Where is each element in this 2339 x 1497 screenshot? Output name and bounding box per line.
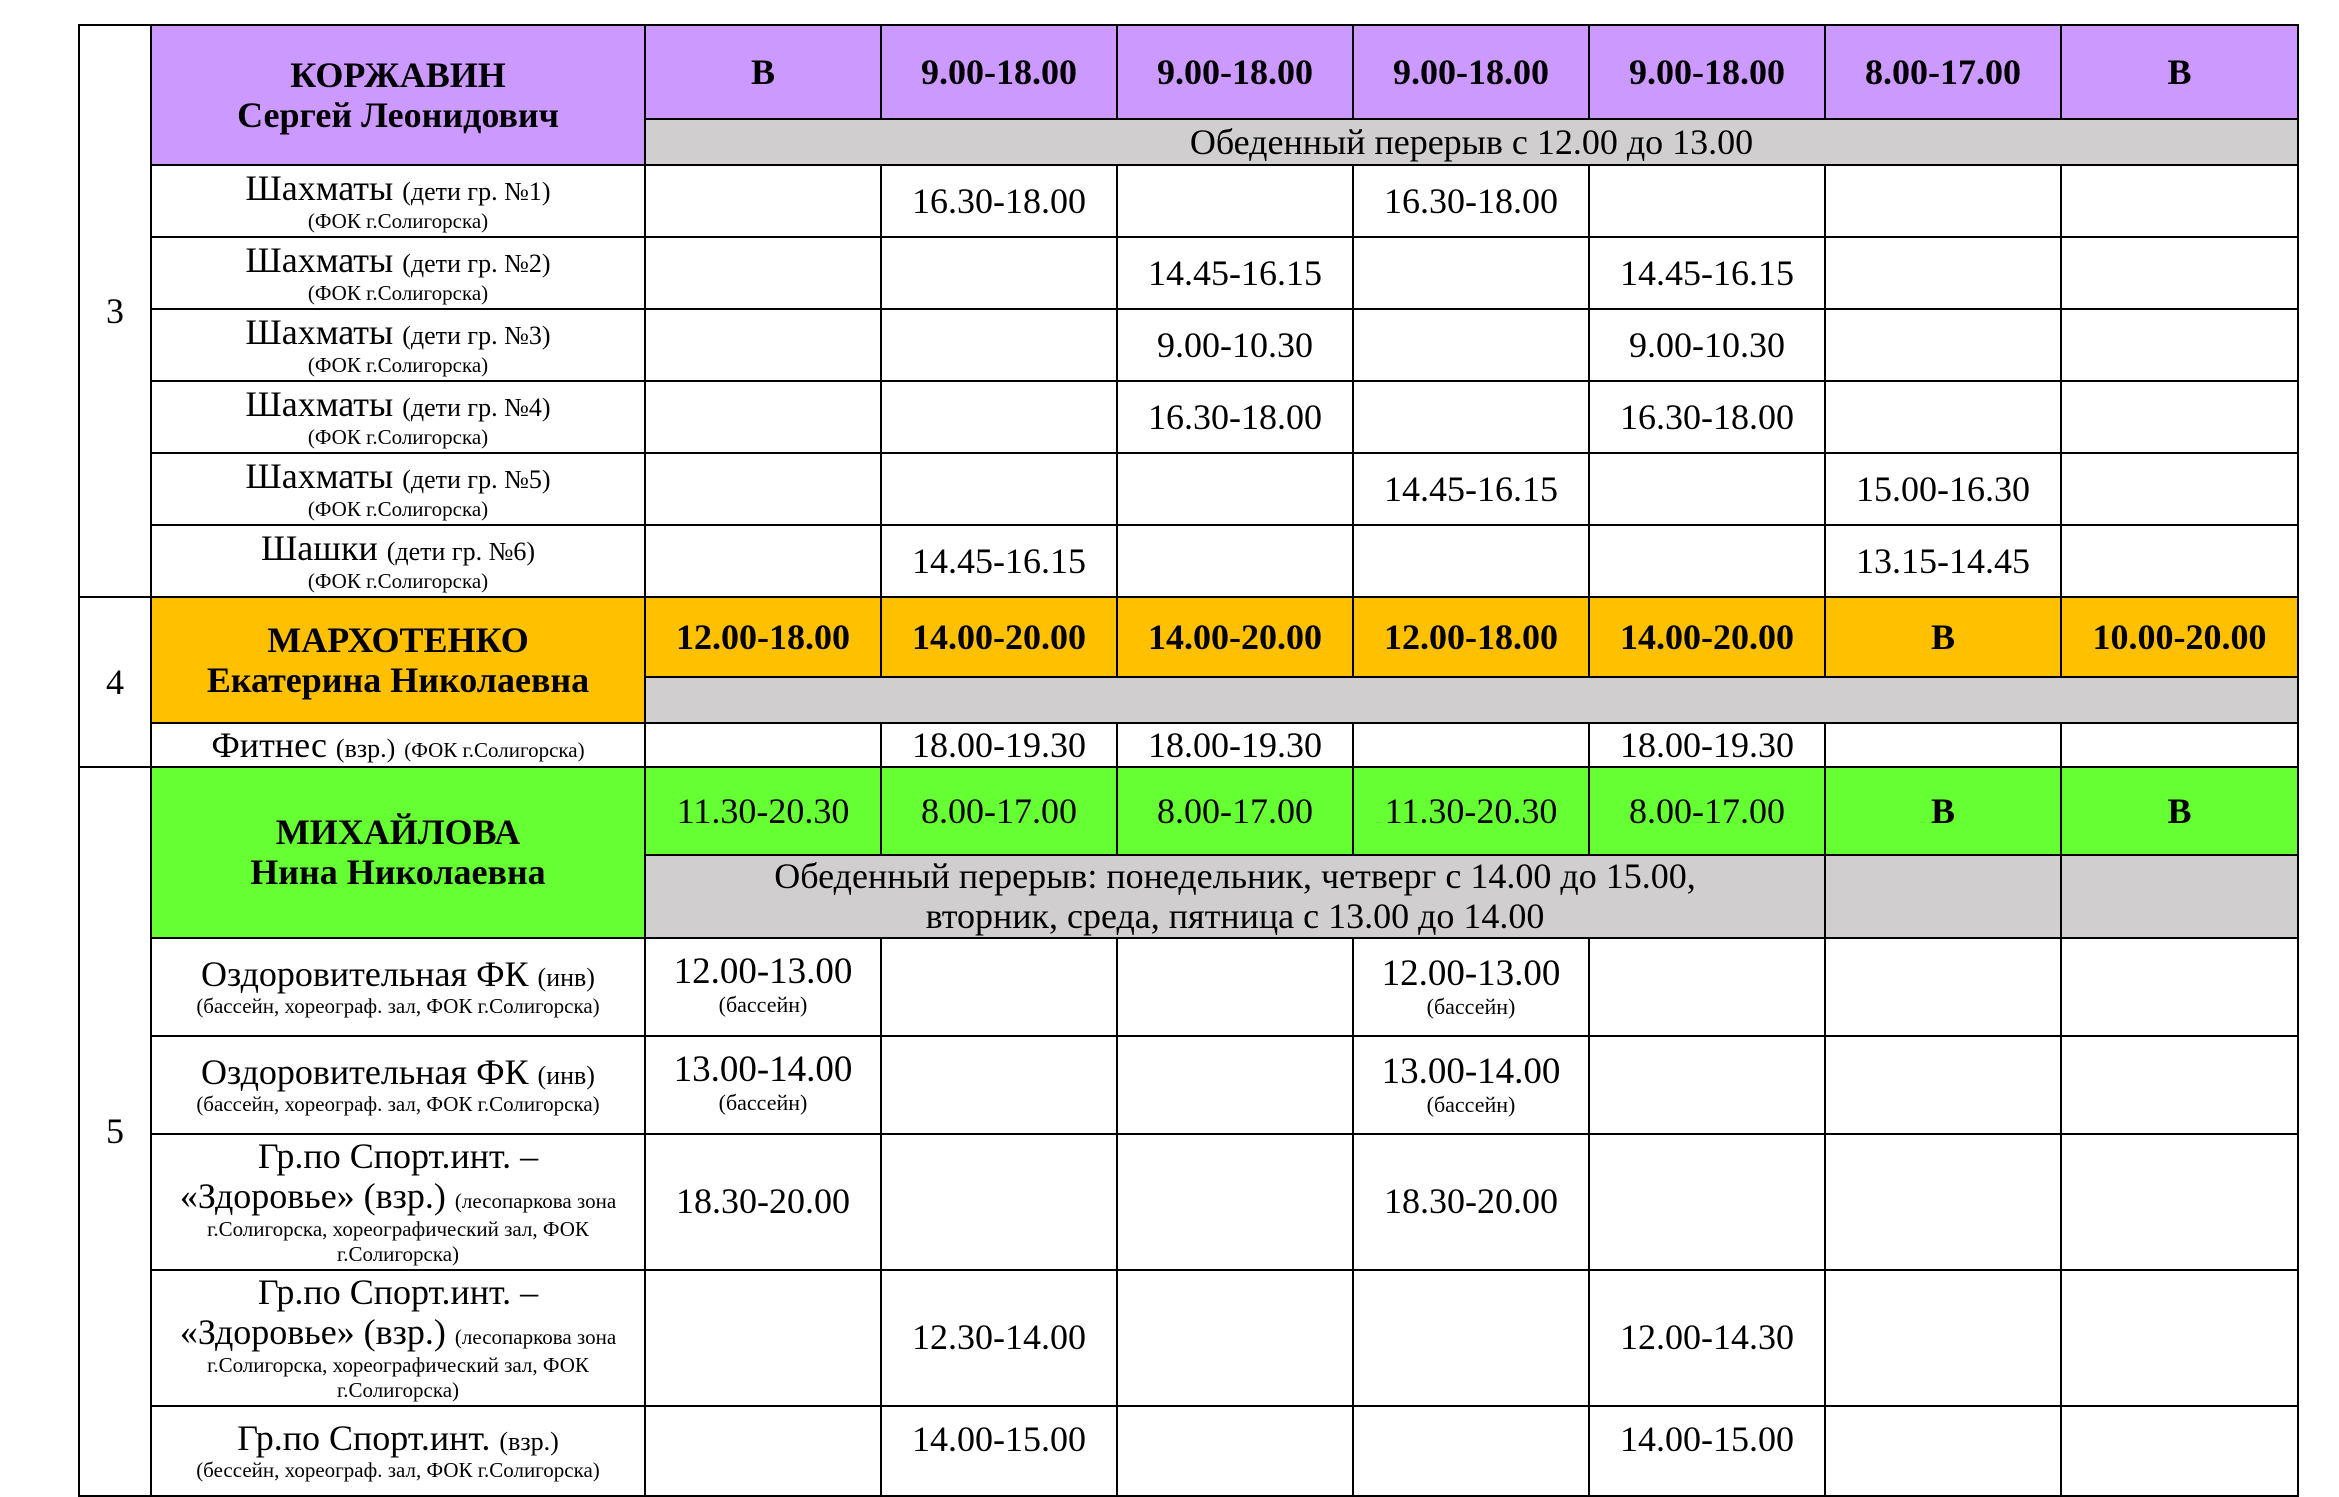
activity-title: Фитнес [211,724,327,765]
table-row [79,525,2298,597]
work-hours-cell: 11.30-20.30 [1353,767,1589,855]
time-cell [1117,938,1353,1036]
activity-location: г.Солигорска, хореографический зал, ФОК [207,1352,589,1377]
work-hours-cell: 14.00-20.00 [1589,597,1825,677]
activity-cell [151,1134,645,1270]
activity-cell [151,723,645,767]
activity-group: (дети гр. №2) [402,249,551,279]
time-cell [1117,1134,1353,1270]
work-hours-cell: 12.00-18.00 [645,597,881,677]
time-cell [1825,1270,2061,1406]
time-cell [645,938,881,1036]
time-cell [1589,165,1825,237]
lunch-break-note-line: Обеденный перерыв: понедельник, четверг с 14.00 до 15.00, [774,856,1696,896]
activity-location: г.Солигорска) [336,1241,460,1266]
time-place: (бассейн) [1426,1092,1516,1118]
time-cell: 13.15-14.45 [1825,525,2061,597]
time-cell: 15.00-16.30 [1825,453,2061,525]
time-cell [881,237,1117,309]
time-cell [645,309,881,381]
time-cell [1589,938,1825,1036]
time-cell [1353,525,1589,597]
activity-location: (ФОК г.Солигорска) [307,496,489,521]
time-place: (бассейн) [1426,994,1516,1020]
time-cell: 18.00-19.30 [1117,723,1353,767]
activity-cell [151,165,645,237]
time-cell: 14.45-16.15 [1589,237,1825,309]
time-cell [1825,1406,2061,1496]
work-hours-cell: 9.00-18.00 [1117,25,1353,119]
time-cell: 16.30-18.00 [881,165,1117,237]
table-row [79,1270,2298,1406]
time-cell [645,525,881,597]
activity-title: Гр.по Спорт.инт. [237,1417,491,1458]
time-cell [2061,938,2298,1036]
time-cell [1589,525,1825,597]
time-place: (бассейн) [718,992,808,1018]
work-hours-cell: В [1825,597,2061,677]
time-cell [881,1134,1117,1270]
table-row [79,237,2298,309]
time-cell [1353,309,1589,381]
time-cell: 14.00-15.00 [881,1406,1117,1496]
activity-group: (дети гр. №3) [402,321,551,351]
time-cell [1117,1270,1353,1406]
lunch-break-note [645,855,1825,938]
table-row [79,165,2298,237]
time-cell [2061,237,2298,309]
time-cell [2061,1406,2298,1496]
employee-given-names: Нина Николаевна [250,852,546,893]
activity-title: Шахматы [245,240,394,281]
work-hours-cell: 9.00-18.00 [1589,25,1825,119]
time-value: 13.00-14.00 [673,1048,853,1090]
time-cell [1353,1406,1589,1496]
time-cell: 14.45-16.15 [1353,453,1589,525]
table-row [79,309,2298,381]
work-hours-cell: В [1825,767,2061,855]
employee-surname: КОРЖАВИН [290,54,506,95]
activity-group: (дети гр. №1) [402,177,551,207]
work-hours-cell: В [2061,25,2298,119]
activity-location: г.Солигорска, хореографический зал, ФОК [207,1216,589,1241]
employee-given-names: Екатерина Николаевна [206,660,590,700]
activity-location: г.Солигорска) [336,1377,460,1402]
activity-location: (бассейн, хореограф. зал, ФОК г.Солигорска) [196,994,600,1019]
time-cell [1825,309,2061,381]
time-cell: 9.00-10.30 [1589,309,1825,381]
time-cell [881,453,1117,525]
time-cell [1117,453,1353,525]
employee-surname: МАРХОТЕНКО [267,619,529,660]
time-cell [1589,1036,1825,1134]
time-cell: 18.00-19.30 [1589,723,1825,767]
activity-location: (ФОК г.Солигорска) [307,568,489,593]
time-cell [2061,1134,2298,1270]
section-number: 3 [79,25,151,597]
table-row [79,1406,2298,1496]
activity-group: (дети гр. №6) [386,537,536,567]
time-value: 12.00-13.00 [673,950,853,992]
time-cell [1825,1036,2061,1134]
activity-location: (ФОК г.Солигорска) [307,352,489,377]
time-cell [1353,237,1589,309]
time-cell [645,1270,881,1406]
time-cell [1117,1406,1353,1496]
lunch-break-empty [1825,855,2061,938]
activity-location: (лесопаркова зона [454,1325,617,1350]
time-cell [1353,381,1589,453]
time-cell [2061,1036,2298,1134]
activity-location: (ФОК г.Солигорска) [307,280,489,305]
lunch-break-note: Обеденный перерыв с 12.00 до 13.00 [645,119,2298,165]
time-place: (бассейн) [718,1090,808,1116]
activity-location: (бессейн, хореограф. зал, ФОК г.Солигорска) [196,1458,600,1483]
table-row [79,1134,2298,1270]
activity-title: Гр.по Спорт.инт. – [257,1136,539,1177]
time-cell: 12.30-14.00 [881,1270,1117,1406]
time-cell [1589,1134,1825,1270]
time-cell: 9.00-10.30 [1117,309,1353,381]
work-hours-cell: 12.00-18.00 [1353,597,1589,677]
activity-title: Шашки [260,528,378,569]
time-cell [2061,723,2298,767]
time-cell [1825,381,2061,453]
time-cell: 16.30-18.00 [1589,381,1825,453]
lunch-break-note [645,677,2298,723]
time-cell [645,1406,881,1496]
time-cell [2061,1270,2298,1406]
work-hours-cell: В [645,25,881,119]
activity-cell [151,237,645,309]
activity-location: (ФОК г.Солигорска) [404,737,585,762]
time-cell [1117,525,1353,597]
time-cell [881,381,1117,453]
time-cell [645,165,881,237]
time-value: 12.00-13.00 [1381,952,1561,994]
time-cell: 14.45-16.15 [1117,237,1353,309]
time-cell: 18.30-20.00 [645,1134,881,1270]
employee-name [151,767,645,938]
work-hours-cell: 8.00-17.00 [881,767,1117,855]
activity-group: (инв) [537,1060,595,1090]
activity-title: «Здоровье» (взр.) [179,1176,446,1217]
time-cell: 16.30-18.00 [1117,381,1353,453]
table-row [79,381,2298,453]
time-cell [881,938,1117,1036]
time-cell [645,723,881,767]
lunch-break-note-line: вторник, среда, пятница с 13.00 до 14.00 [925,896,1545,937]
work-hours-cell: В [2061,767,2298,855]
activity-group: (инв) [537,962,595,992]
time-cell [2061,525,2298,597]
table-row [79,1036,2298,1134]
activity-title: Шахматы [245,384,394,425]
activity-cell [151,938,645,1036]
work-hours-cell: 9.00-18.00 [881,25,1117,119]
time-cell [645,381,881,453]
time-cell: 12.00-14.30 [1589,1270,1825,1406]
employee-name [151,597,645,723]
time-cell [1353,1036,1589,1134]
activity-title: «Здоровье» (взр.) [179,1312,446,1353]
time-cell [2061,165,2298,237]
activity-cell [151,1406,645,1496]
time-cell: 18.30-20.00 [1353,1134,1589,1270]
time-cell [1589,453,1825,525]
section-number: 4 [79,597,151,767]
activity-title: Шахматы [245,312,394,353]
work-hours-cell: 10.00-20.00 [2061,597,2298,677]
activity-title: Оздоровительная ФК [201,953,529,994]
work-hours-cell: 14.00-20.00 [881,597,1117,677]
activity-title: Шахматы [245,168,394,209]
activity-group: (взр.) [335,733,396,763]
activity-location: (ФОК г.Солигорска) [307,208,489,233]
time-cell [2061,309,2298,381]
employee-surname: МИХАЙЛОВА [275,812,521,852]
work-hours-cell: 11.30-20.30 [645,767,881,855]
employee-name [151,25,645,165]
section-number: 5 [79,767,151,1496]
activity-title: Шахматы [245,456,394,497]
activity-group: (взр.) [499,1426,559,1456]
activity-cell [151,309,645,381]
table-row [79,723,2298,767]
time-cell [1353,1270,1589,1406]
time-cell [1825,1134,2061,1270]
time-cell [2061,453,2298,525]
time-cell [881,1036,1117,1134]
time-cell: 16.30-18.00 [1353,165,1589,237]
time-cell [1825,938,2061,1036]
activity-cell [151,1270,645,1406]
time-cell [1825,165,2061,237]
time-cell: 18.00-19.30 [881,723,1117,767]
activity-title: Оздоровительная ФК [201,1051,529,1092]
time-cell [881,309,1117,381]
time-cell [1825,723,2061,767]
activity-cell [151,453,645,525]
activity-group: (дети гр. №4) [402,393,551,423]
time-cell [645,1036,881,1134]
table-row [79,938,2298,1036]
work-hours-cell: 8.00-17.00 [1589,767,1825,855]
lunch-break-empty [2061,855,2298,938]
time-cell [1825,237,2061,309]
time-cell [2061,381,2298,453]
work-hours-cell: 9.00-18.00 [1353,25,1589,119]
activity-cell [151,1036,645,1134]
work-hours-cell: 8.00-17.00 [1117,767,1353,855]
table-row [79,453,2298,525]
activity-location: (лесопаркова зона [454,1189,617,1214]
time-cell [1117,1036,1353,1134]
activity-location: (бассейн, хореограф. зал, ФОК г.Солигорска) [196,1092,600,1117]
time-cell: 14.00-15.00 [1589,1406,1825,1496]
time-cell [1117,165,1353,237]
time-cell [645,237,881,309]
activity-cell [151,525,645,597]
work-hours-cell: 8.00-17.00 [1825,25,2061,119]
activity-location: (ФОК г.Солигорска) [307,424,489,449]
activity-cell [151,381,645,453]
activity-title: Гр.по Спорт.инт. – [257,1272,539,1313]
schedule-table [78,24,2299,1497]
time-value: 13.00-14.00 [1381,1050,1561,1092]
time-cell [1353,723,1589,767]
time-cell [645,453,881,525]
time-cell: 14.45-16.15 [881,525,1117,597]
employee-given-names: Сергей Леонидович [237,95,559,135]
work-hours-cell: 14.00-20.00 [1117,597,1353,677]
activity-group: (дети гр. №5) [402,465,551,495]
time-cell [1353,938,1589,1036]
